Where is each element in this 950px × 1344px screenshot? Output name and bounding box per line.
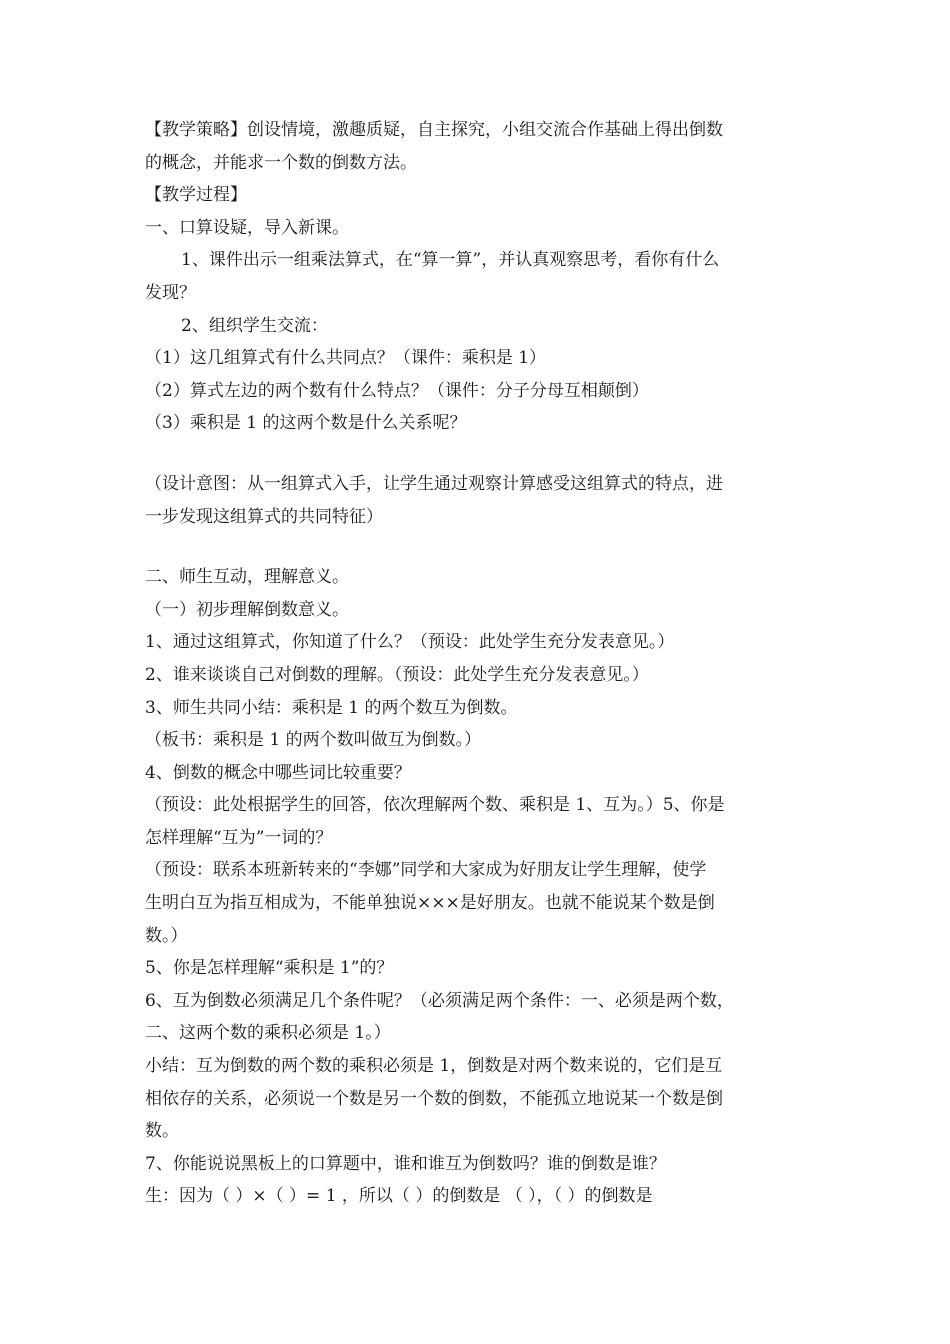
text-line: （2）算式左边的两个数有什么特点？（课件：分子分母互相颠倒） bbox=[145, 380, 649, 401]
paragraph-gap bbox=[145, 440, 813, 468]
section-heading: 【教学过程】 bbox=[145, 185, 247, 206]
text-line: （一）初步理解倒数意义。 bbox=[145, 599, 349, 620]
text-line: 怎样理解“互为”一词的？ bbox=[145, 827, 333, 848]
text-line: 的概念，并能求一个数的倒数方法。 bbox=[145, 152, 417, 173]
text-line: 数。 bbox=[145, 1121, 179, 1142]
text-line: 生明白互为指互相成为，不能单独说×××是好朋友。也就不能说某个数是倒 bbox=[145, 893, 715, 914]
text-line: 生：因为（ ）×（ ）= 1 ，所以（ ）的倒数是 （ ），（ ）的倒数是 bbox=[145, 1186, 653, 1207]
text-line: 发现？ bbox=[145, 282, 196, 303]
text-line: （设计意图：从一组算式入手，让学生通过观察计算感受这组算式的特点，进 bbox=[145, 473, 723, 494]
text-line: （3）乘积是 1 的这两个数是什么关系呢？ bbox=[145, 413, 467, 434]
text-line: 2、谁来谈谈自己对倒数的理解。（预设：此处学生充分发表意见。） bbox=[145, 664, 649, 685]
text-line: 7、你能说说黑板上的口算题中，谁和谁互为倒数吗？谁的倒数是谁？ bbox=[145, 1153, 666, 1174]
text-line: 4、倒数的概念中哪些词比较重要？ bbox=[145, 762, 411, 783]
text-line: 1、通过这组算式，你知道了什么？（预设：此处学生充分发表意见。） bbox=[145, 632, 675, 653]
text-line: 二、这两个数的乘积必须是 1。） bbox=[145, 1023, 391, 1044]
text-line: 6、互为倒数必须满足几个条件呢？（必须满足两个条件：一、必须是两个数， bbox=[145, 990, 734, 1011]
document-body bbox=[145, 114, 813, 1213]
text-line: （1）这几组算式有什么共同点？（课件：乘积是 1） bbox=[145, 348, 547, 369]
text-line: 数。） bbox=[145, 925, 188, 946]
text-line: 相依存的关系，必须说一个数是另一个数的倒数，不能孤立地说某一个数是倒 bbox=[145, 1088, 723, 1109]
section-heading: 一、口算设疑，导入新课。 bbox=[145, 217, 349, 238]
text-line: 5、你是怎样理解“乘积是 1”的？ bbox=[145, 958, 394, 979]
section-heading: 二、师生互动，理解意义。 bbox=[145, 567, 349, 588]
text-line: 3、师生共同小结：乘积是 1 的两个数互为倒数。 bbox=[145, 697, 518, 718]
paragraph-gap bbox=[145, 533, 813, 561]
text-line: （预设：联系本班新转来的“李娜”同学和大家成为好朋友让学生理解，使学 bbox=[145, 860, 707, 881]
text-line: 1、课件出示一组乘法算式，在“算一算”，并认真观察思考，看你有什么 bbox=[181, 250, 720, 271]
text-line: 一步发现这组算式的共同特征） bbox=[145, 506, 383, 527]
text-line: 小结：互为倒数的两个数的乘积必须是 1，倒数是对两个数来说的，它们是互 bbox=[145, 1056, 723, 1077]
text-line: （板书：乘积是 1 的两个数叫做互为倒数。） bbox=[145, 730, 482, 751]
text-line: 2、组织学生交流： bbox=[181, 315, 328, 336]
text-line: 【教学策略】创设情境，激趣质疑，自主探究，小组交流合作基础上得出倒数 bbox=[145, 120, 723, 140]
text-line: （预设：此处根据学生的回答，依次理解两个数、乘积是 1、互为。）5、你是 bbox=[145, 795, 725, 816]
